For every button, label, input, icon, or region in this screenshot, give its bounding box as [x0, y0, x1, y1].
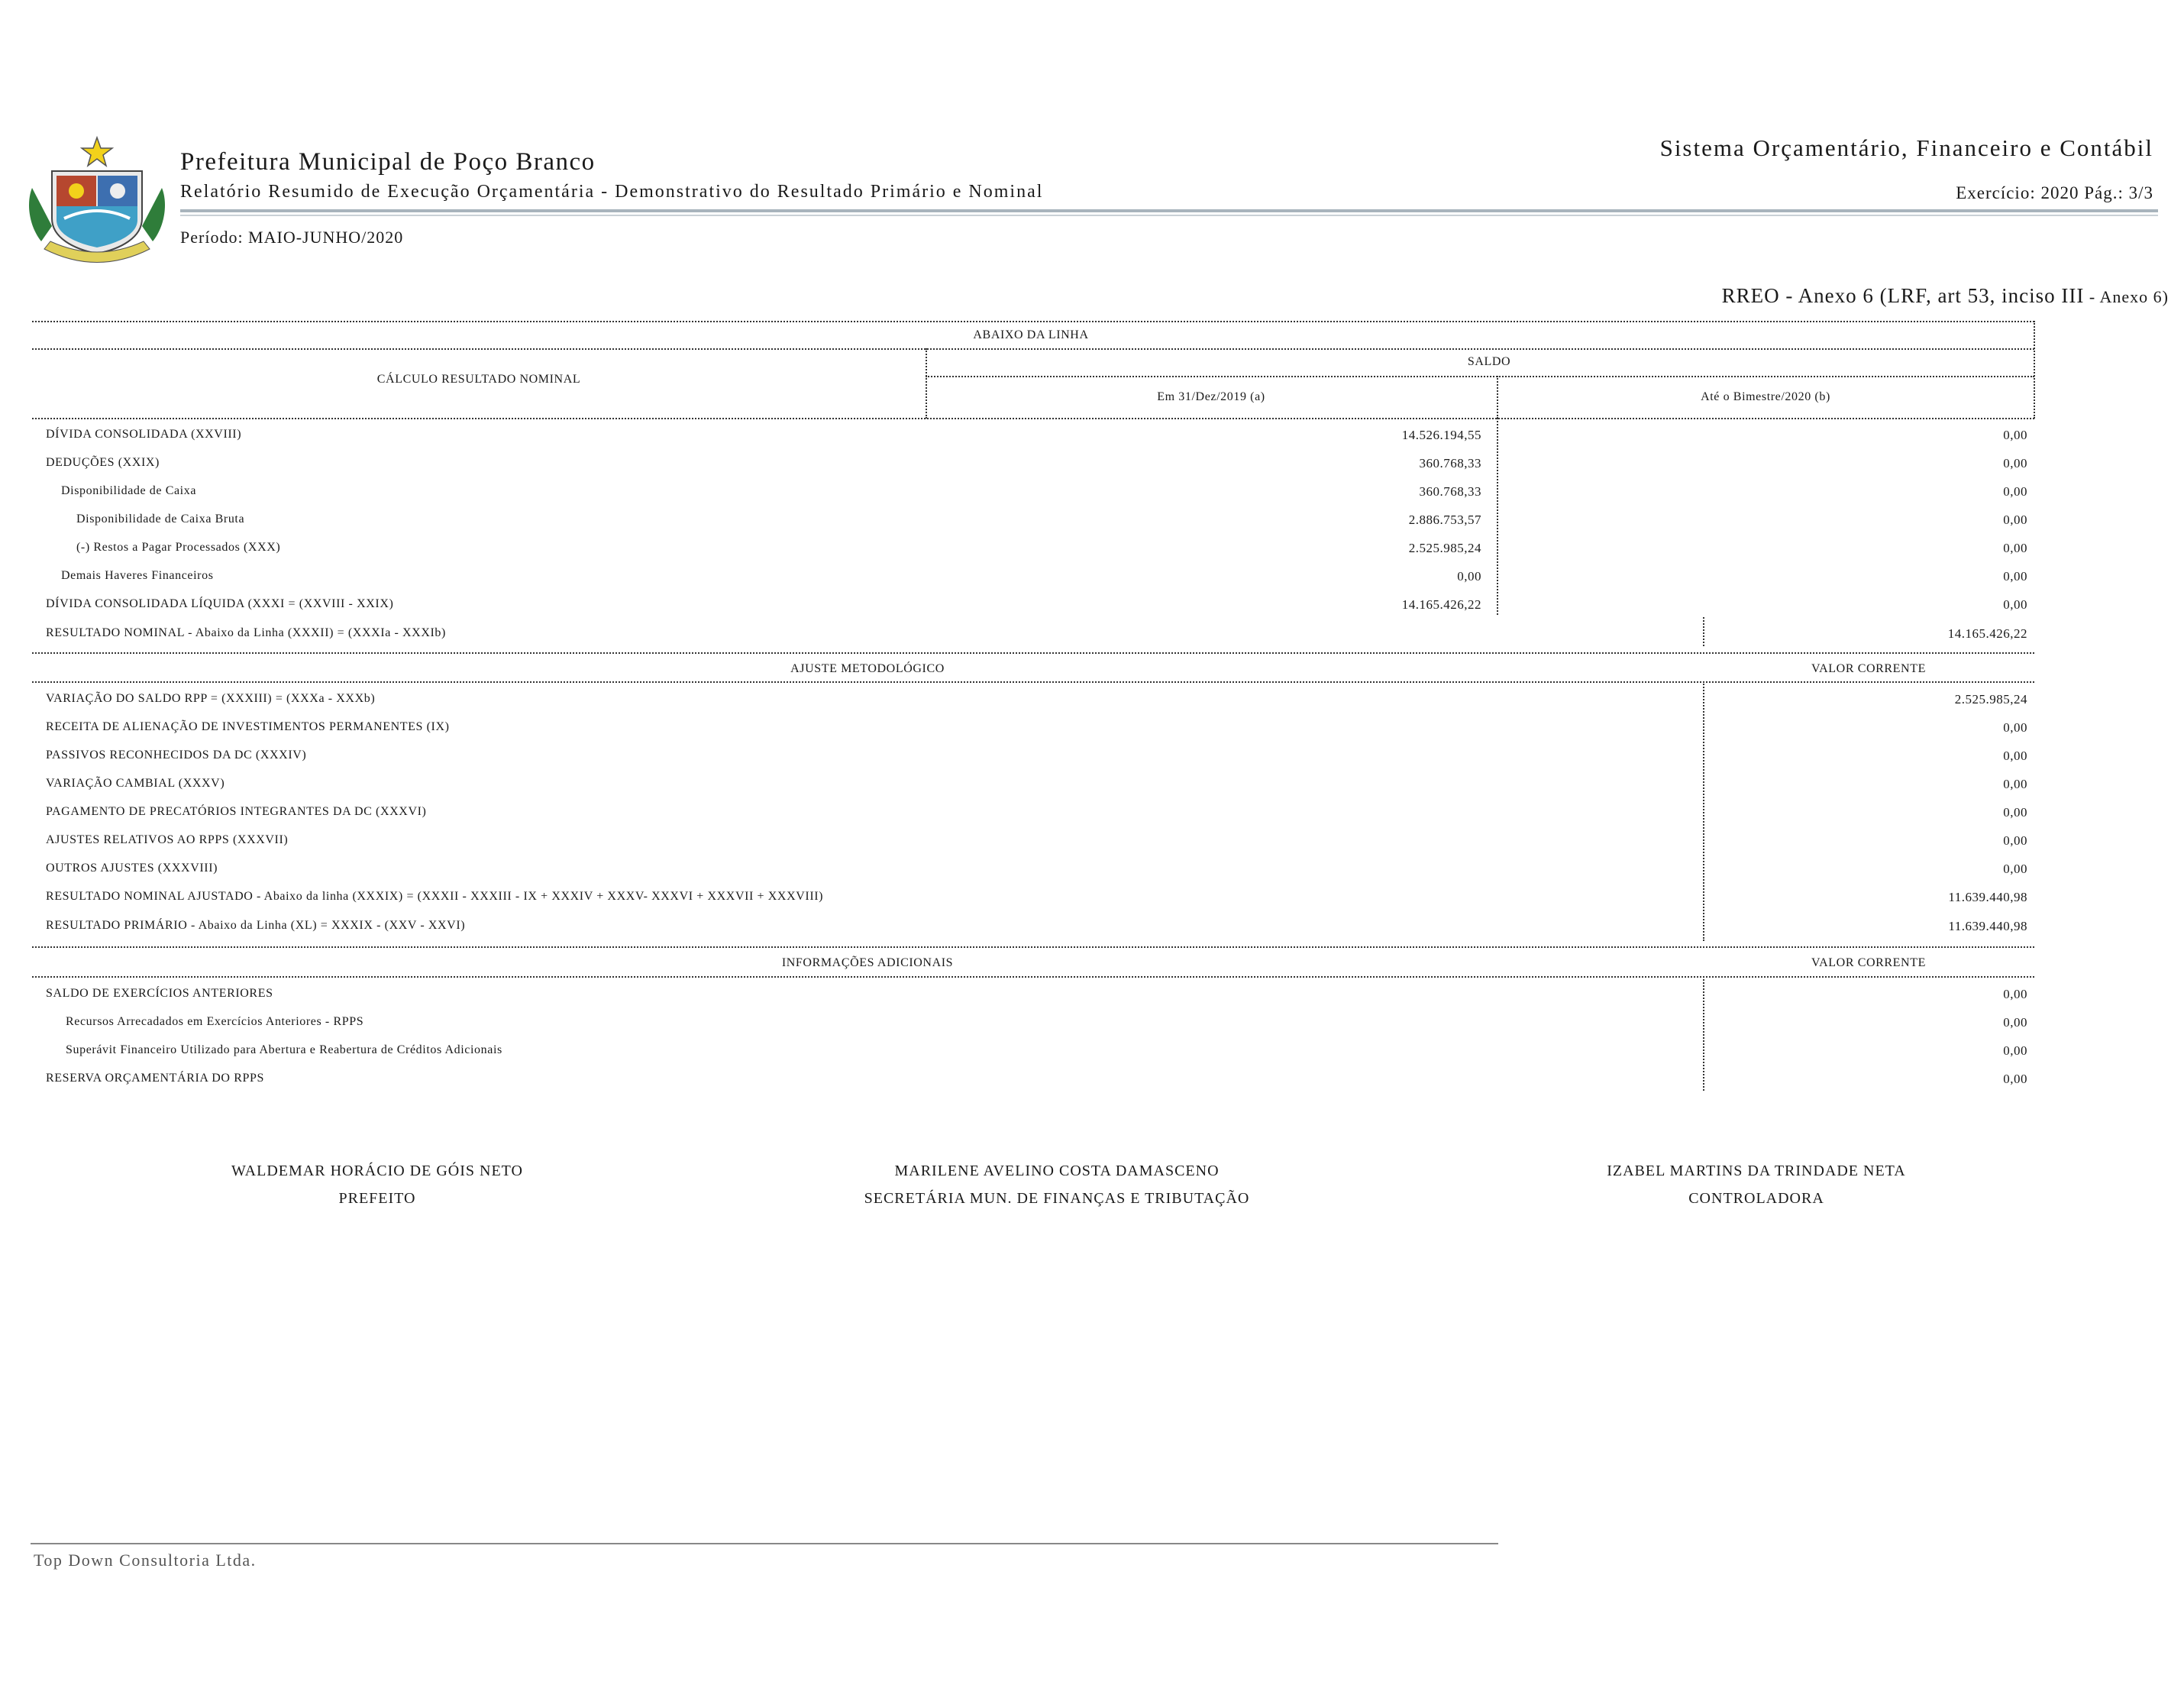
row-value: 0,00 [2003, 862, 2027, 876]
section-title: INFORMAÇÕES ADICIONAIS [781, 956, 954, 969]
row-label: PAGAMENTO DE PRECATÓRIOS INTEGRANTES DA DC (XXXVI) [46, 805, 427, 818]
rule [32, 348, 2034, 350]
row-value-a: 14.526.194,55 [1401, 428, 1481, 442]
exercise-page: Exercício: 2020 Pág.: 3/3 [1956, 183, 2153, 202]
row-label: SALDO DE EXERCÍCIOS ANTERIORES [46, 987, 273, 1000]
value-header: VALOR CORRENTE [1811, 956, 1926, 969]
row-label: PASSIVOS RECONHECIDOS DA DC (XXXIV) [46, 749, 307, 762]
report-title: Relatório Resumido de Execução Orçamentária - Demonstrativo do Resultado Primário e Nominal [180, 182, 1044, 202]
rule [1703, 617, 1704, 646]
column-label: CÁLCULO RESULTADO NOMINAL [376, 373, 581, 386]
row-label: RESULTADO PRIMÁRIO - Abaixo da Linha (XL) = XXXIX - (XXV - XXVI) [46, 919, 466, 932]
row-label: VARIAÇÃO DO SALDO RPP = (XXXIII) = (XXXa - XXXb) [46, 692, 376, 705]
rule [32, 976, 2034, 978]
signatory-name: MARILENE AVELINO COSTA DAMASCENO [894, 1163, 1220, 1179]
footer-divider [31, 1543, 1498, 1544]
row-value-a: 2.886.753,57 [1408, 513, 1481, 527]
signatory-role: SECRETÁRIA MUN. DE FINANÇAS E TRIBUTAÇÃO [864, 1190, 1250, 1207]
header-divider-secondary [180, 215, 2158, 216]
saldo-header: SALDO [1467, 355, 1511, 368]
row-label: DÍVIDA CONSOLIDADA (XXVIII) [46, 428, 242, 441]
system-title: Sistema Orçamentário, Financeiro e Contábil [1659, 134, 2153, 161]
row-value-b: 0,00 [2003, 569, 2027, 584]
row-label: Disponibilidade de Caixa [61, 484, 197, 497]
row-value-a: 360.768,33 [1419, 456, 1481, 471]
column-a-header: Em 31/Dez/2019 (a) [1157, 390, 1265, 403]
row-value: 0,00 [2003, 749, 2027, 763]
rule [1703, 976, 1704, 1091]
annex-main: RREO - Anexo 6 (LRF, art 53, inciso III [1721, 284, 2085, 307]
row-value-a: 14.165.426,22 [1401, 597, 1481, 612]
row-value-b: 0,00 [2003, 541, 2027, 555]
value-header: VALOR CORRENTE [1811, 662, 1926, 675]
row-label: OUTROS AJUSTES (XXXVIII) [46, 862, 218, 875]
row-value-b: 0,00 [2003, 597, 2027, 612]
signatory-role: CONTROLADORA [1688, 1190, 1824, 1207]
rule [32, 321, 2034, 322]
report-period: Período: MAIO-JUNHO/2020 [180, 228, 404, 247]
annex-small: - Anexo 6) [2084, 287, 2169, 306]
row-label: Disponibilidade de Caixa Bruta [76, 513, 245, 525]
row-value: 0,00 [2003, 777, 2027, 791]
row-label: Demais Haveres Financeiros [61, 569, 214, 582]
row-label: DÍVIDA CONSOLIDADA LÍQUIDA (XXXI = (XXVIII - XXIX) [46, 597, 394, 610]
rule [32, 652, 2034, 654]
annex-reference [1722, 284, 2169, 308]
row-label: DEDUÇÕES (XXIX) [46, 456, 160, 469]
signatory-name: WALDEMAR HORÁCIO DE GÓIS NETO [231, 1163, 523, 1179]
column-b-header: Até o Bimestre/2020 (b) [1701, 390, 1830, 403]
row-value: 0,00 [2003, 1072, 2027, 1086]
row-label: RECEITA DE ALIENAÇÃO DE INVESTIMENTOS PERMANENTES (IX) [46, 720, 450, 733]
row-value: 0,00 [2003, 805, 2027, 820]
section-title: ABAIXO DA LINHA [973, 328, 1089, 341]
rule [32, 418, 2034, 419]
result-nominal-label: RESULTADO NOMINAL - Abaixo da Linha (XXXII) = (XXXIa - XXXIb) [46, 626, 446, 639]
row-value: 11.639.440,98 [1948, 890, 2027, 904]
rule [1497, 376, 1498, 419]
rule [926, 348, 927, 419]
row-value-a: 2.525.985,24 [1408, 541, 1481, 555]
row-value-b: 0,00 [2003, 428, 2027, 442]
municipality-title: Prefeitura Municipal de Poço Branco [180, 148, 596, 176]
row-label: RESERVA ORÇAMENTÁRIA DO RPPS [46, 1072, 264, 1085]
row-value: 0,00 [2003, 987, 2027, 1001]
rule [32, 946, 2034, 948]
row-label: AJUSTES RELATIVOS AO RPPS (XXXVII) [46, 833, 289, 846]
row-label: RESULTADO NOMINAL AJUSTADO - Abaixo da linha (XXXIX) = (XXXII - XXXIII - IX + XXXIV + XXXV- XXXVI + XXXVII + XXXVIII) [46, 890, 824, 903]
footer-company: Top Down Consultoria Ltda. [34, 1551, 257, 1570]
row-label: VARIAÇÃO CAMBIAL (XXXV) [46, 777, 225, 790]
row-value-b: 0,00 [2003, 513, 2027, 527]
row-value-b: 0,00 [2003, 456, 2027, 471]
row-value-b: 0,00 [2003, 484, 2027, 499]
row-value: 0,00 [2003, 833, 2027, 848]
row-value: 2.525.985,24 [1954, 692, 2027, 707]
rule [926, 376, 2034, 377]
rule [1497, 418, 1498, 615]
signatory-role: PREFEITO [338, 1190, 416, 1207]
rule [32, 681, 2034, 683]
signatory-name: IZABEL MARTINS DA TRINDADE NETA [1607, 1163, 1906, 1179]
rule [1703, 681, 1704, 941]
section-title: AJUSTE METODOLÓGICO [790, 662, 945, 675]
result-nominal-value: 14.165.426,22 [1947, 626, 2027, 641]
row-value-a: 360.768,33 [1419, 484, 1481, 499]
row-value-a: 0,00 [1457, 569, 1481, 584]
row-value: 0,00 [2003, 1043, 2027, 1058]
header-divider [180, 209, 2158, 212]
row-label: (-) Restos a Pagar Processados (XXX) [76, 541, 281, 554]
row-value: 0,00 [2003, 1015, 2027, 1030]
municipal-crest [21, 134, 173, 270]
row-value: 11.639.440,98 [1948, 919, 2027, 933]
row-label: Recursos Arrecadados em Exercícios Anteriores - RPPS [66, 1015, 364, 1028]
row-value: 0,00 [2003, 720, 2027, 735]
row-label: Superávit Financeiro Utilizado para Abertura e Reabertura de Créditos Adicionais [66, 1043, 502, 1056]
